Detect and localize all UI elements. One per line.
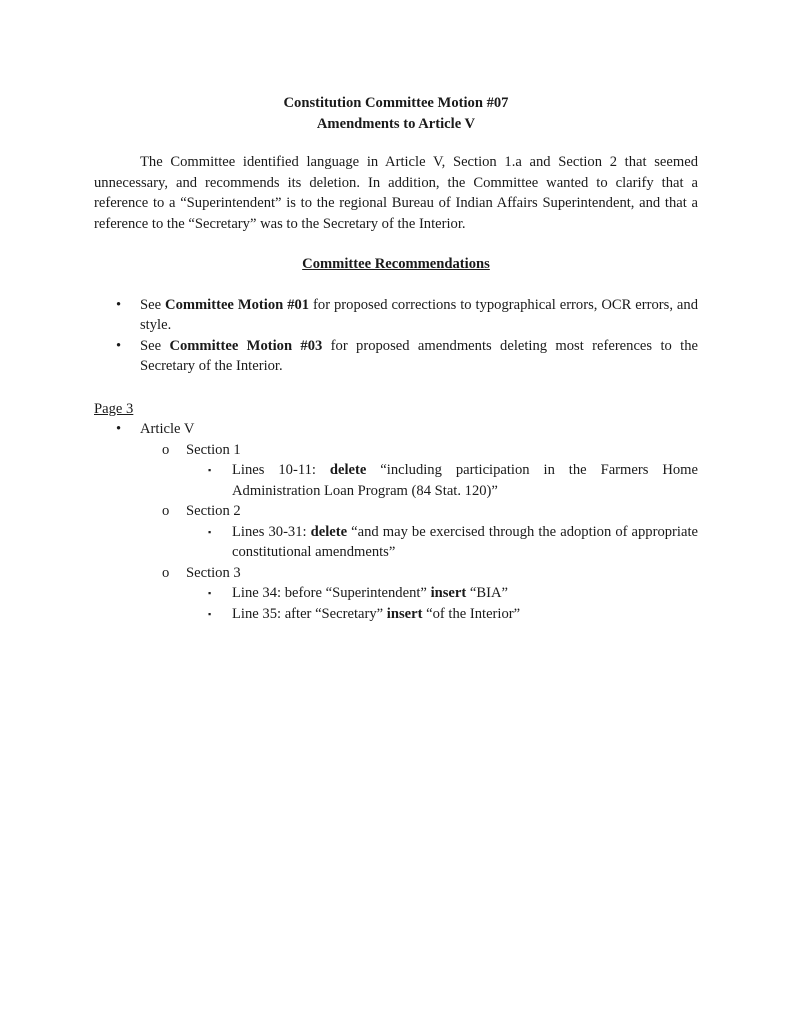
amendment-item bbox=[94, 522, 698, 563]
recommendations-list bbox=[94, 295, 698, 377]
section-label: Section 1 bbox=[186, 441, 241, 458]
amendment-action: insert bbox=[430, 585, 467, 601]
square-bullet-icon: ▪ bbox=[208, 465, 212, 475]
bullet-icon: • bbox=[116, 337, 122, 354]
recommendation-text: for proposed corrections to typographical errors, OCR errors, and style. bbox=[140, 296, 698, 333]
amendment-action: insert bbox=[386, 605, 423, 622]
square-bullet-icon: ▪ bbox=[208, 526, 212, 537]
document-page bbox=[94, 93, 698, 624]
document-title: Constitution Committee Motion #07 bbox=[283, 95, 509, 111]
section-item bbox=[94, 501, 698, 522]
section-label: Section 3 bbox=[186, 564, 241, 581]
circle-bullet-icon: o bbox=[162, 564, 170, 581]
recommendation-text: for proposed amendments deleting most references to the Secretary of the Interior. bbox=[140, 337, 698, 374]
article-label: Article V bbox=[140, 421, 195, 437]
section-item bbox=[94, 563, 698, 584]
recommendations-heading: Committee Recommendations bbox=[302, 256, 490, 272]
amendment-item bbox=[94, 460, 698, 501]
recommendation-motion-ref: Committee Motion #03 bbox=[169, 337, 323, 354]
circle-bullet-icon: o bbox=[162, 441, 170, 458]
amendment-prefix: Lines 10-11: bbox=[232, 462, 330, 478]
amendment-action: delete bbox=[310, 523, 348, 540]
bullet-icon: • bbox=[116, 296, 122, 313]
square-bullet-icon: ▪ bbox=[208, 588, 212, 598]
page-reference: Page 3 bbox=[94, 400, 134, 417]
recommendation-prefix: See bbox=[140, 337, 170, 354]
amendment-text: “including participation in the Farmers Home Administration Loan Program (84 Stat. 120)” bbox=[232, 462, 699, 499]
amendment-action: delete bbox=[329, 462, 367, 478]
amendment-prefix: Line 34: before “Superintendent” bbox=[232, 585, 431, 601]
document-subtitle: Amendments to Article V bbox=[316, 115, 476, 132]
amendment-item bbox=[94, 583, 698, 604]
circle-bullet-icon: o bbox=[162, 503, 170, 519]
amendment-prefix: Line 35: after “Secretary” bbox=[232, 605, 387, 622]
recommendation-motion-ref: Committee Motion #01 bbox=[165, 296, 310, 313]
intro-paragraph: The Committee identified language in Article V, Section 1.a and Section 2 that seemed unnecessary, and recommends its deletion. In addition, the Committee wanted to clarify that a reference to a “Superintendent” is to the regional Bureau of Indian Affairs Superintendent, and that a reference to the “Secretary” was to the Secretary of the Interior. bbox=[94, 154, 698, 232]
square-bullet-icon: ▪ bbox=[208, 608, 212, 619]
bullet-icon: • bbox=[116, 421, 122, 437]
amendment-prefix: Lines 30-31: bbox=[232, 523, 311, 540]
list-item bbox=[94, 295, 698, 336]
section-label: Section 2 bbox=[186, 503, 241, 519]
recommendation-prefix: See bbox=[140, 296, 166, 313]
amendment-item bbox=[94, 604, 698, 625]
amendment-text: “of the Interior” bbox=[422, 605, 521, 622]
list-item bbox=[94, 336, 698, 377]
section-item bbox=[94, 440, 698, 461]
amendment-text: “and may be exercised through the adoption of appropriate constitutional amendments” bbox=[232, 523, 698, 560]
article-item bbox=[94, 419, 698, 440]
amendment-text: “BIA” bbox=[466, 585, 508, 601]
